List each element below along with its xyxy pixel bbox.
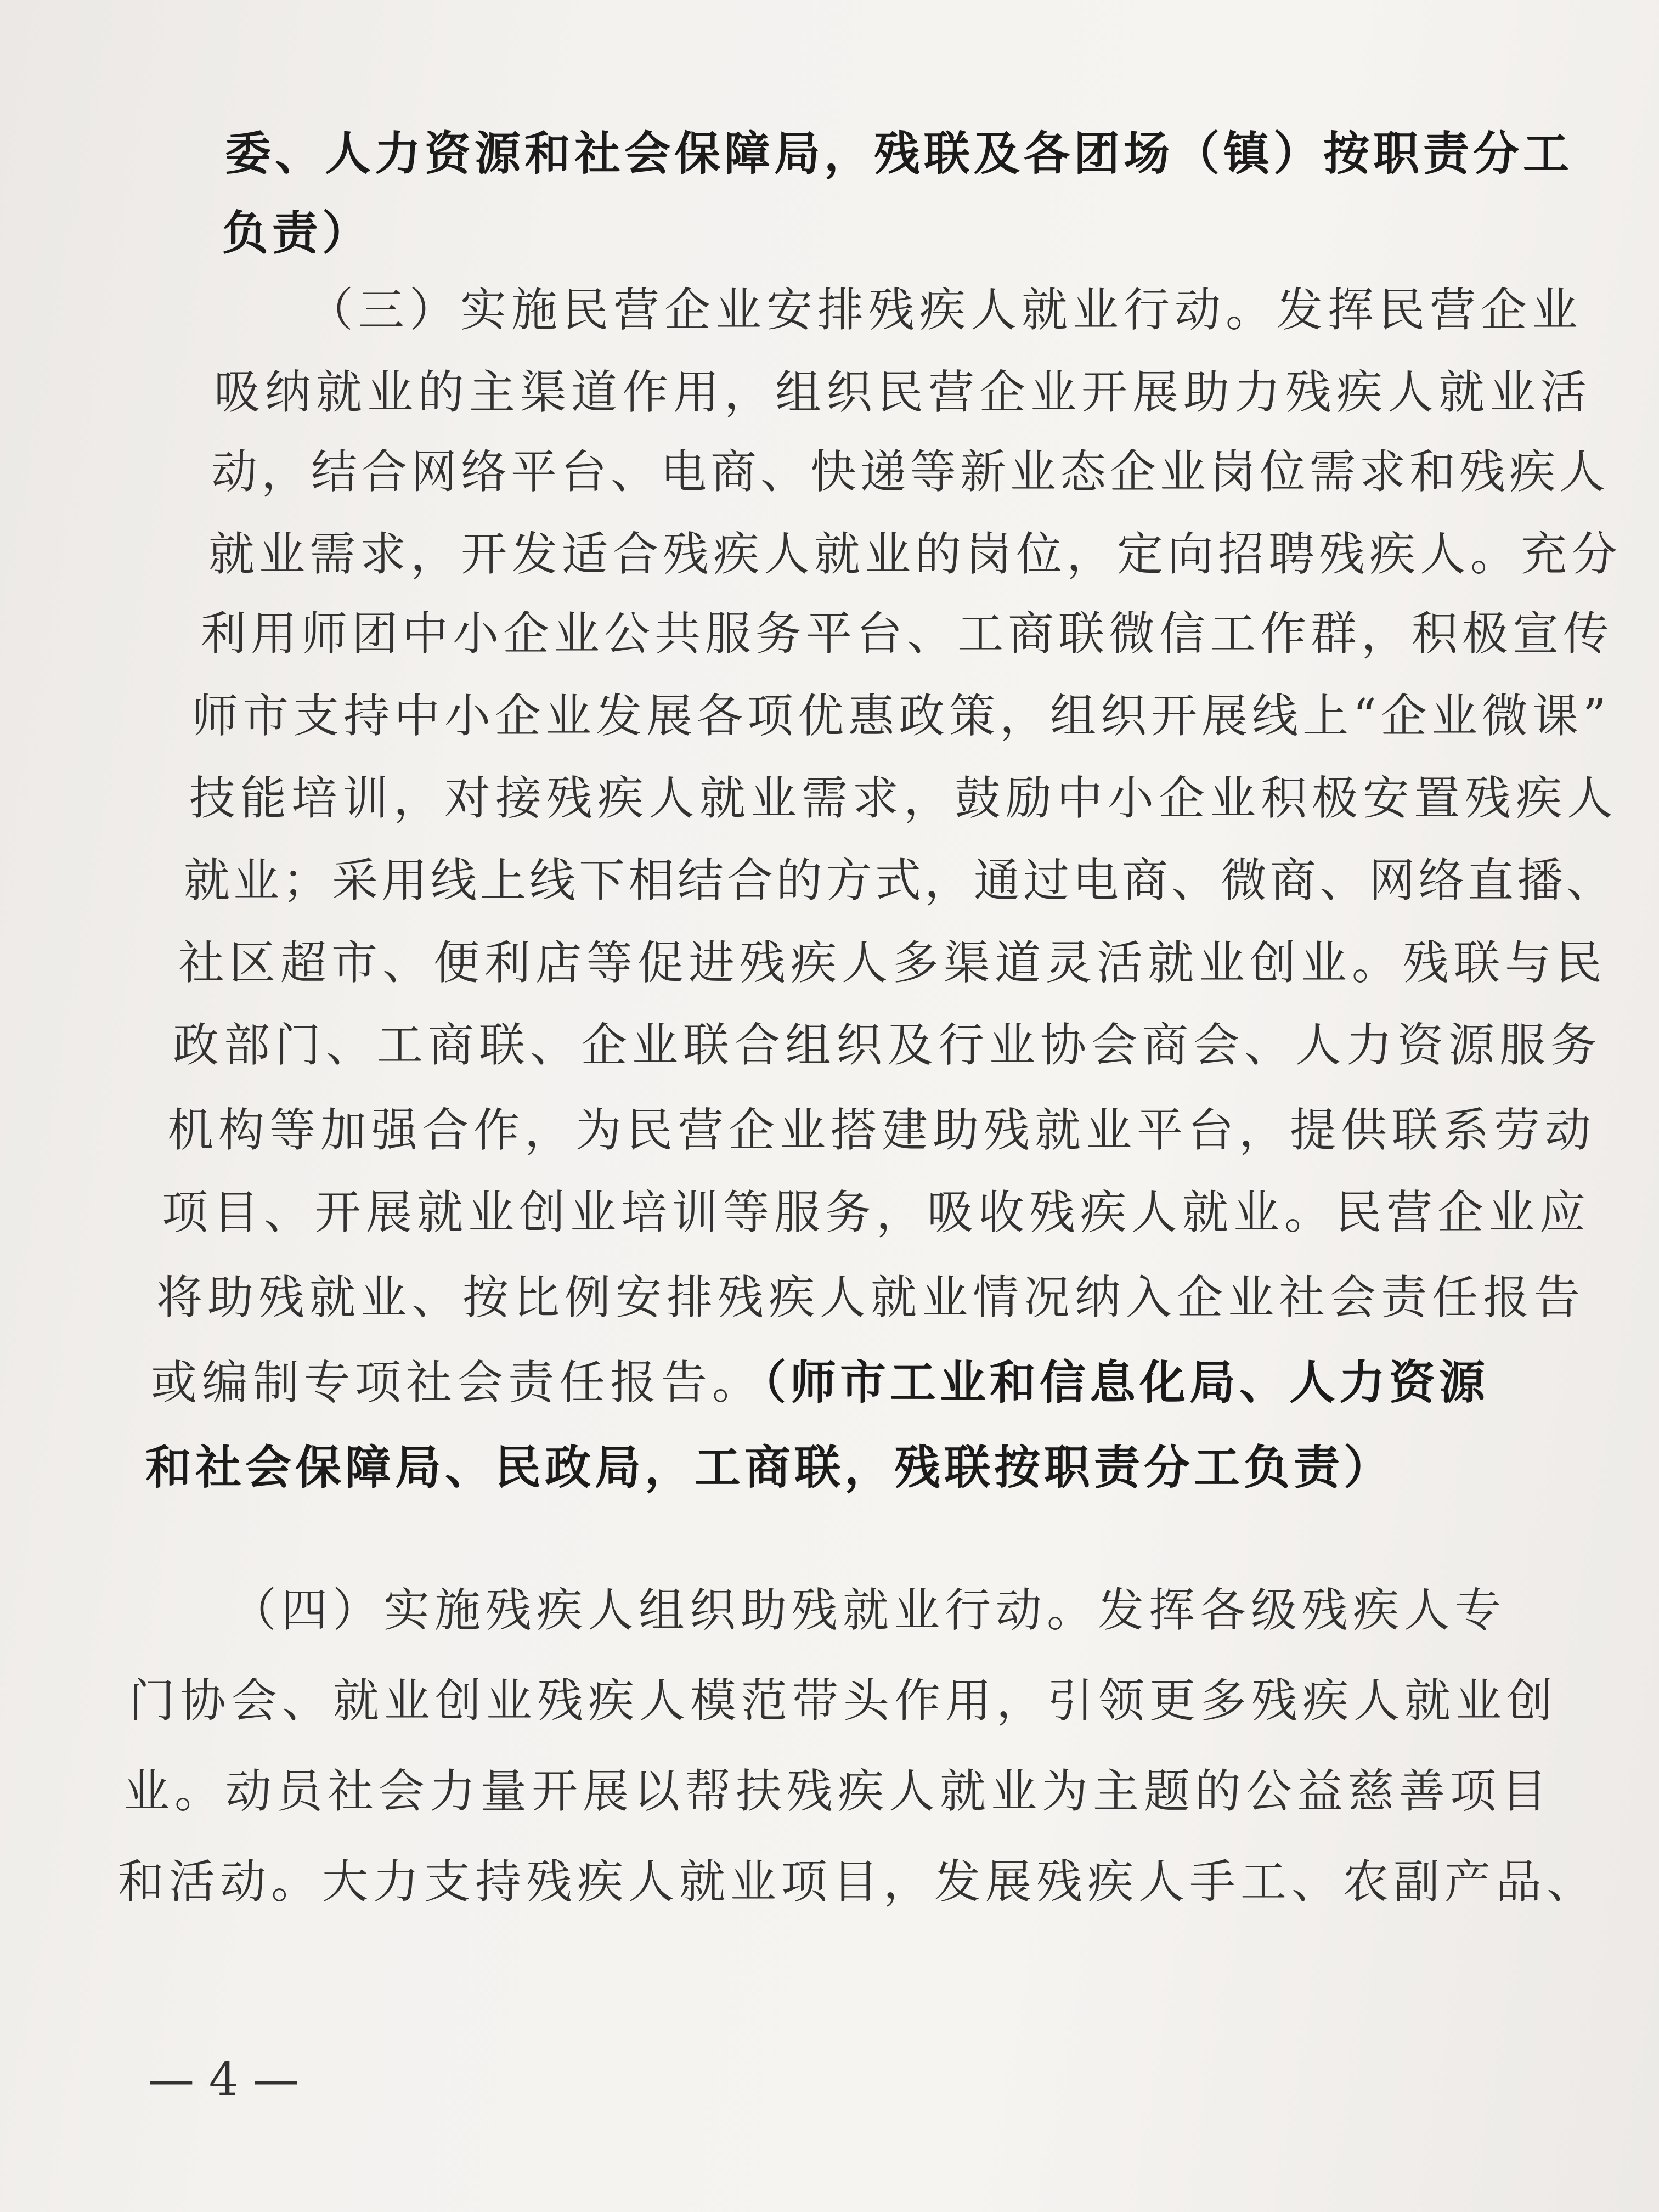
text-line-13: 机构等加强合作，为民营企业搭建助残就业平台，提供联系劳动	[167, 1103, 1596, 1157]
text-line-14: 项目、开展就业创业培训等服务，吸收残疾人就业。民营企业应	[162, 1186, 1591, 1239]
text-line-10: 就业；采用线上线下相结合的方式，通过电商、微商、网络直播、	[184, 854, 1616, 907]
text-line-21: 和活动。大力支持残疾人就业项目，发展残疾人手工、农副产品、	[118, 1855, 1598, 1909]
text-line-18: （四）实施残疾人组织助残就业行动。发挥各级残疾人专	[230, 1583, 1506, 1637]
text-line-8: 师市支持中小企业发展各项优惠政策，组织开展线上“企业微课”	[192, 689, 1611, 743]
text-line-3: （三）实施民营企业安排残疾人就业行动。发挥民营企业	[307, 283, 1583, 337]
text-line-5: 动，结合网络平台、电商、快递等新业态企业岗位需求和残疾人	[211, 445, 1610, 499]
text-line-17: 和社会保障局、民政局，工商联，残联按职责分工负责）	[145, 1440, 1394, 1494]
text-line-19: 门协会、就业创业残疾人模范带头作用，引领更多残疾人就业创	[129, 1674, 1558, 1728]
text-line-16-regular: 或编制专项社会责任报告。	[151, 1356, 764, 1409]
text-line-1: 委、人力资源和社会保障局，残联及各团场（镇）按职责分工	[225, 126, 1573, 180]
text-line-16	[151, 1352, 1489, 1413]
text-line-6: 就业需求，开发适合残疾人就业的岗位，定向招聘残疾人。充分	[208, 527, 1622, 581]
text-line-20: 业。动员社会力量开展以帮扶残疾人就业为主题的公益慈善项目	[123, 1764, 1553, 1818]
text-line-7: 利用师团中小企业公共服务平台、工商联微信工作群，积极宣传	[200, 607, 1614, 661]
text-line-12: 政部门、工商联、企业联合组织及行业协会商会、人力资源服务	[173, 1018, 1602, 1072]
text-line-16-bold: （师市工业和信息化局、人力资源	[763, 1355, 1489, 1409]
text-line-9: 技能培训，对接残疾人就业需求，鼓励中小企业积极安置残疾人	[189, 771, 1618, 825]
page-number: — 4 —	[148, 2052, 299, 2106]
text-line-4: 吸纳就业的主渠道作用，组织民营企业开展助力残疾人就业活	[214, 365, 1592, 419]
text-line-15: 将助残就业、按比例安排残疾人就业情况纳入企业社会责任报告	[156, 1271, 1585, 1324]
text-line-11: 社区超市、便利店等促进残疾人多渠道灵活就业创业。残联与民	[178, 936, 1607, 990]
text-line-2: 负责）	[222, 206, 373, 260]
